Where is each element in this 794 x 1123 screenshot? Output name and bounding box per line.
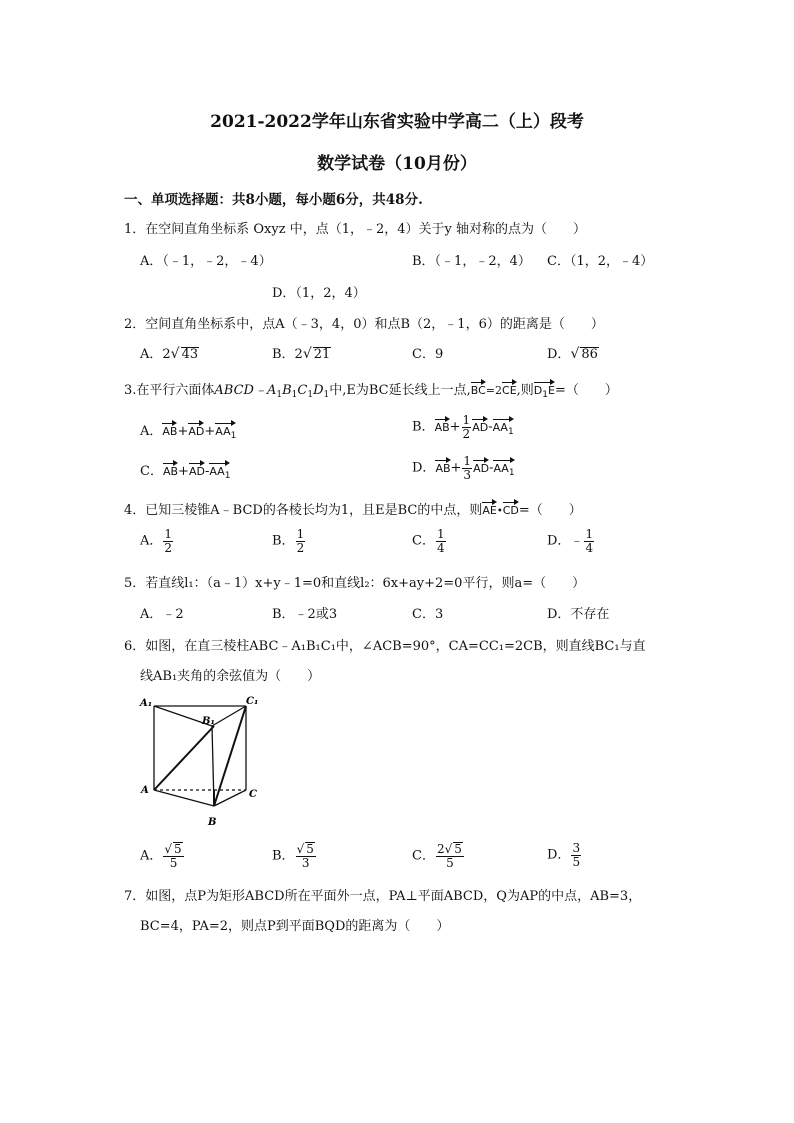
question-5: 5．若直线l₁：（a﹣1）x+y﹣1=0和直线l₂：6x+ay+2=0平行，则a=（ ）	[124, 576, 586, 591]
q4-option-b: B． $\frac{1}{2}$	[272, 527, 305, 555]
q3-option-c: C．$AB+AD-AA_1$	[140, 460, 230, 481]
q5-option-c: C．3	[412, 607, 444, 622]
label-c: C	[249, 789, 257, 800]
q5-option-b: B．﹣2或3	[272, 607, 338, 622]
section-heading: 一、单项选择题：共8小题，每小题6分，共48分.	[124, 192, 423, 208]
q4-option-c: C． $\frac{1}{4}$	[412, 527, 445, 555]
q2-option-a: A．2√ 43	[140, 346, 199, 362]
vector-ce: CE	[502, 379, 517, 397]
question-3: 3.在平行六面体$ABCD﹣A_1B_1C_1D_1$中,E为BC延长线上一点,BC=2CE,则$D_1E=$（ ）	[124, 379, 618, 400]
label-b1: B₁	[202, 716, 215, 727]
q2-option-c: C．9	[412, 347, 444, 362]
page-title: 2021-2022学年山东省实验中学高二（上）段考	[210, 112, 584, 132]
q6-option-a: A． $\frac{√ 5}{5}$	[140, 842, 182, 871]
label-a: A	[141, 785, 149, 796]
q4-option-d: D．﹣ $\frac{1}{4}$	[547, 527, 594, 555]
question-2: 2．空间直角坐标系中，点A（﹣3，4，0）和点B（2，﹣1，6）的距离是（ ）	[124, 317, 604, 332]
question-1: 1．在空间直角坐标系 Oxyz 中，点（1，﹣2，4）关于y 轴对称的点为（ ）	[124, 222, 587, 237]
question-6-line-1: 6．如图，在直三棱柱ABC﹣A₁B₁C₁中，∠ACB=90°，CA=CC₁=2CB，则直线BC₁与直	[124, 639, 646, 654]
label-a1: A₁	[140, 698, 153, 709]
question-7-line-1: 7．如图，点P为矩形ABCD所在平面外一点，PA⊥平面ABCD，Q为AP的中点，AB=3，	[124, 889, 642, 904]
label-c1: C₁	[246, 696, 259, 707]
question-7-line-2: BC=4，PA=2，则点P到平面BQD的距离为（ ）	[140, 919, 450, 934]
label-b: B	[208, 817, 217, 828]
q3-option-d: D．AB+ $\frac{1}{3}$ $AD-AA_1$	[412, 454, 515, 482]
q2-option-d: D．√ 86	[547, 346, 598, 362]
vector-bc: BC	[471, 379, 486, 397]
prism-figure	[134, 692, 266, 832]
q1-option-b: B．（﹣1，﹣2，4）	[412, 254, 531, 269]
q5-option-a: A．﹣2	[140, 607, 184, 622]
question-6-line-2: 线AB₁夹角的余弦值为（ ）	[140, 669, 321, 684]
q1-option-d: D．（1，2，4）	[272, 286, 366, 301]
q6-option-c: C． $\frac{2√ 5}{5}$	[412, 842, 462, 871]
question-4: 4．已知三棱锥A﹣BCD的各棱长均为1，且E是BC的中点，则AE•CD=（ ）	[124, 499, 582, 518]
q1-option-a: A．（﹣1，﹣2，﹣4）	[140, 254, 272, 269]
q2-option-b: B．2√ 21	[272, 346, 331, 362]
q6-option-b: B． $\frac{√ 5}{3}$	[272, 842, 314, 871]
page-subtitle: 数学试卷（10月份）	[317, 154, 477, 174]
q3-option-b: B．AB+ $\frac{1}{2}$ $AD-AA_1$	[412, 413, 514, 441]
q4-option-a: A． $\frac{1}{2}$	[140, 527, 173, 555]
vector-d1e: $D_1E$	[534, 379, 555, 400]
q1-option-c: C．（1，2，﹣4）	[547, 254, 654, 269]
q5-option-d: D．不存在	[547, 607, 610, 622]
q6-option-d: D． $\frac{3}{5}$	[547, 841, 581, 869]
q3-option-a: A．$AB+AD+AA_1$	[140, 420, 236, 441]
vector-cd: CD	[503, 499, 519, 517]
vector-ae: AE	[482, 499, 496, 517]
